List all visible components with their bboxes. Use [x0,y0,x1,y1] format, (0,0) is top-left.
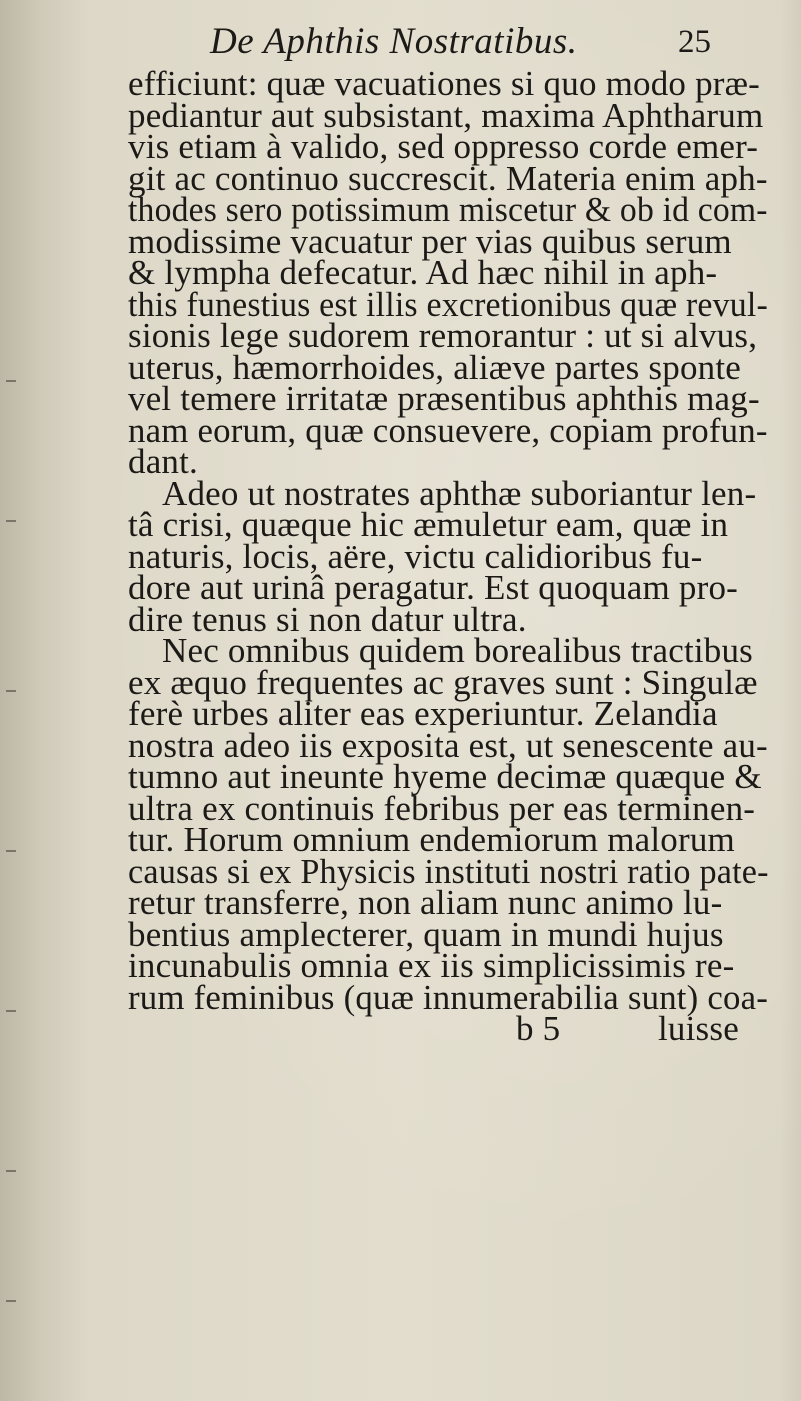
text-line: this funestius est illis excretionibus quæ revul- [128,284,768,324]
text-line: ferè urbes aliter eas experiuntur. Zelandia [128,694,718,733]
text-line: causas si ex Physicis instituti nostri ratio pate- [128,851,769,891]
catchword: luisse [658,1009,739,1048]
text-line: retur transferre, non aliam nunc animo lu- [128,883,723,922]
text-line: modissime vacuatur per vias quibus serum [128,221,732,261]
text-line: ex æquo frequentes ac graves sunt : Singulæ [128,662,758,702]
text-line: ultra ex continuis febribus per eas terminen- [128,788,756,828]
text-line: & lympha defecatur. Ad hæc nihil in aph- [128,253,718,292]
text-line: uterus, hæmorrhoides, aliæve partes sponte [128,347,742,387]
text-line: vel temere irritatæ præsentibus aphthis mag- [128,379,760,418]
text-line: tâ crisi, quæque hic æmuletur eam, quæ in [128,505,729,544]
text-line: nam eorum, quæ consuevere, copiam profun- [128,410,768,450]
text-line: incunabulis omnia ex iis simplicissimis re- [128,946,735,985]
text-line: dore aut urinâ peragatur. Est quoquam pro- [128,568,739,607]
gutter-mark [6,690,16,692]
gutter-mark [6,850,16,852]
gutter-mark [6,1170,16,1172]
footer-row [128,1009,748,1048]
text-line: bentius amplecterer, quam in mundi hujus [128,914,724,954]
gutter-mark [6,1010,16,1012]
text-line: dire tenus si non datur ultra. [128,599,527,639]
text-line: nostra adeo iis exposita est, ut senescente au- [128,725,768,765]
text-line: thodes sero potissimum miscetur & ob id com- [128,190,768,229]
text-line: sionis lege sudorem remorantur : ut si alvus, [128,316,758,355]
gutter-mark [6,380,16,382]
text-line: Adeo ut nostrates aphthæ suboriantur len- [162,473,757,513]
gutter-mark [6,1300,16,1302]
text-block [128,64,769,1048]
text-line: pediantur aut subsistant, maxima Aphtharum [128,95,764,135]
running-head [0,6,801,64]
page-number: 25 [678,24,711,60]
text-line: tur. Horum omnium endemiorum malorum [128,820,735,859]
text-line: tumno aut ineunte hyeme decimæ quæque & [128,757,762,796]
running-title: De Aphthis Nostratibus. [210,21,578,62]
text-line: vis etiam à valido, sed oppresso corde emer- [128,127,759,166]
text-line: git ac continuo succrescit. Materia enim aph- [128,158,768,198]
text-line: dant. [128,442,199,481]
signature-mark: b 5 [516,1009,561,1048]
text-line: rum feminibus (quæ innumerabilia sunt) coa- [128,977,769,1017]
text-line: naturis, locis, aëre, victu calidioribus fu- [128,536,703,576]
gutter-mark [6,520,16,522]
text-line: efficiunt: quæ vacuationes si quo modo præ- [128,64,761,103]
text-line: Nec omnibus quidem borealibus tractibus [162,631,754,670]
